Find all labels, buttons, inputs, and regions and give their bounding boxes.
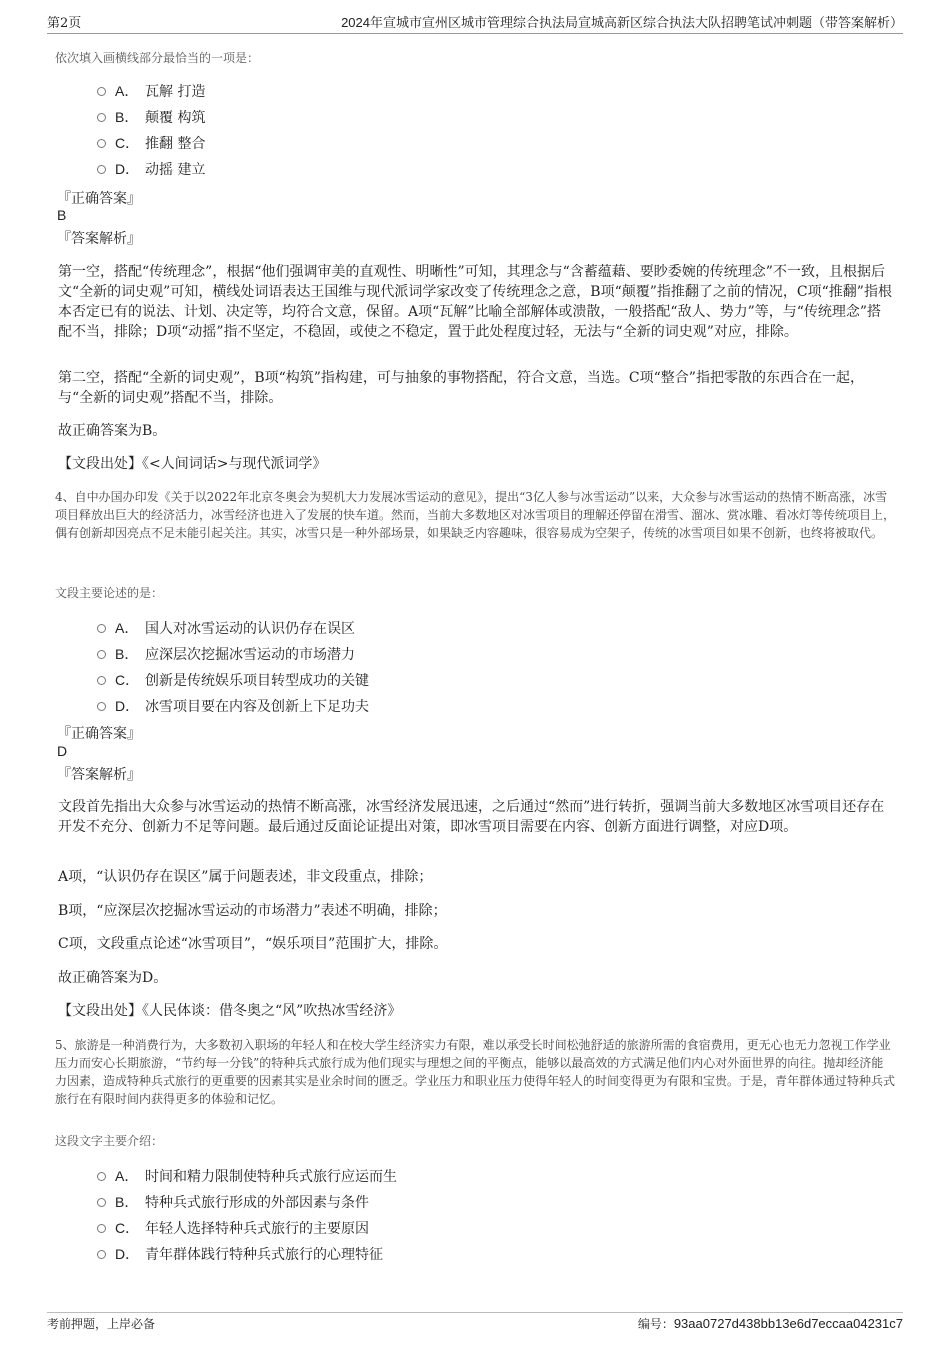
q3-source: 【文段出处】《<人间词话>与现代派词学》 bbox=[58, 456, 327, 472]
radio-icon[interactable] bbox=[97, 1172, 106, 1181]
q3-analysis-p1: 第一空，搭配“传统理念”，根据“他们强调审美的直观性、明晰性”可知，其理念与“含蓄蕴藉、要眇委婉的传统理念”不一致，且根据后文“全新的词史观”可知，横线处词语表达王国维与现代派词学家改变了传统理念之意，B项“颠覆”指推翻了之前的情况，C项“推翻”指根本否定已有的说法、计划、决定等，均符合文意，保留。A项“瓦解”比喻全部解体或溃散，一般搭配“敌人、势力”等，与“传统理念”搭配不当，排除；D项“动摇”指不坚定，不稳固，或使之不稳定，置于此处程度过轻，无法与“全新的词史观”对应，排除。 bbox=[58, 264, 892, 340]
q4-prompt: 文段主要论述的是： bbox=[55, 586, 164, 600]
radio-icon[interactable] bbox=[97, 1198, 106, 1207]
q3-prompt: 依次填入画横线部分最恰当的一项是： bbox=[55, 51, 260, 65]
q5-prompt: 这段文字主要介绍： bbox=[55, 1134, 164, 1148]
radio-icon[interactable] bbox=[97, 702, 106, 711]
q4-conclusion: 故正确答案为D。 bbox=[58, 970, 168, 986]
q4-option-d[interactable]: D． 冰雪项目要在内容及创新上下足功夫 bbox=[97, 693, 369, 719]
q4-option-c[interactable]: C． 创新是传统娱乐项目转型成功的关键 bbox=[97, 667, 369, 693]
footer-slogan: 考前押题，上岸必备 bbox=[47, 1317, 156, 1331]
q3-option-a[interactable]: A． 瓦解 打造 bbox=[97, 78, 205, 104]
radio-icon[interactable] bbox=[97, 624, 106, 633]
q3-option-c[interactable]: C． 推翻 整合 bbox=[97, 130, 205, 156]
q5-option-d[interactable]: D． 青年群体践行特种兵式旅行的心理特征 bbox=[97, 1241, 397, 1267]
q3-answer: B bbox=[57, 207, 67, 223]
radio-icon[interactable] bbox=[97, 676, 106, 685]
q3-answer-label: 『正确答案』 bbox=[57, 191, 141, 207]
page-footer bbox=[47, 1312, 903, 1332]
radio-icon[interactable] bbox=[97, 1224, 106, 1233]
q4-passage: 4、自中办国办印发《关于以2022年北京冬奥会为契机大力发展冰雪运动的意见》，提出“3亿人参与冰雪运动”以来，大众参与冰雪运动的热情不断高涨，冰雪项目释放出巨大的经济活力，冰雪经济也进入了发展的快车道。然而，当前大多数地区对冰雪项目的理解还停留在滑雪、溜冰、赏冰雕、看冰灯等传统项目上，偶有创新却因亮点不足未能引起关注。其实，冰雪只是一种外部场景，如果缺乏内容趣味，很容易成为空架子，传统的冰雪项目如果不创新，也终将被取代。 bbox=[55, 490, 896, 540]
q3-conclusion: 故正确答案为B。 bbox=[58, 423, 167, 439]
q5-option-c[interactable]: C． 年轻人选择特种兵式旅行的主要原因 bbox=[97, 1215, 397, 1241]
radio-icon[interactable] bbox=[97, 113, 106, 122]
q5-option-b[interactable]: B． 特种兵式旅行形成的外部因素与条件 bbox=[97, 1189, 397, 1215]
q4-analysis-p1: 文段首先指出大众参与冰雪运动的热情不断高涨，冰雪经济发展迅速，之后通过“然而”进行转折，强调当前大多数地区冰雪项目还存在开发不充分、创新力不足等问题。最后通过反面论证提出对策，即冰雪项目需要在内容、创新方面进行调整，对应D项。 bbox=[58, 799, 885, 835]
q4-analysis-c: C项，文段重点论述“冰雪项目”，“娱乐项目”范围扩大，排除。 bbox=[58, 936, 448, 952]
page-header bbox=[47, 12, 903, 34]
q4-options bbox=[97, 615, 369, 719]
q4-option-a[interactable]: A． 国人对冰雪运动的认识仍存在误区 bbox=[97, 615, 369, 641]
q5-option-a[interactable]: A． 时间和精力限制使特种兵式旅行应运而生 bbox=[97, 1163, 397, 1189]
page-number: 第2页 bbox=[47, 16, 82, 31]
document-code: 编号：93aa0727d438bb13e6d7eccaa04231c7 bbox=[637, 1316, 903, 1331]
radio-icon[interactable] bbox=[97, 1250, 106, 1259]
document-title: 2024年宣城市宣州区城市管理综合执法局宣城高新区综合执法大队招聘笔试冲刺题（带答案解析） bbox=[341, 15, 903, 30]
radio-icon[interactable] bbox=[97, 650, 106, 659]
q4-source: 【文段出处】《人民体谈：借冬奥之“风”吹热冰雪经济》 bbox=[58, 1003, 402, 1019]
q4-answer-label: 『正确答案』 bbox=[57, 726, 141, 742]
q3-analysis-label: 『答案解析』 bbox=[57, 231, 141, 247]
radio-icon[interactable] bbox=[97, 165, 106, 174]
radio-icon[interactable] bbox=[97, 139, 106, 148]
q3-option-d[interactable]: D． 动摇 建立 bbox=[97, 156, 205, 182]
q5-options bbox=[97, 1163, 397, 1267]
q3-analysis-p2: 第二空，搭配“全新的词史观”，B项“构筑”指构建，可与抽象的事物搭配，符合文意，当选。C项“整合”指把零散的东西合在一起，与“全新的词史观”搭配不当，排除。 bbox=[58, 370, 864, 406]
q5-passage: 5、旅游是一种消费行为，大多数初入职场的年轻人和在校大学生经济实力有限，难以承受长时间松弛舒适的旅游所需的食宿费用，更无心也无力忽视工作学业压力而安心长期旅游，“节约每一分钱”的特种兵式旅行成为他们现实与理想之间的平衡点，能够以最高效的方式满足他们内心对外面世界的向往。抛却经济能力因素，造成特种兵式旅行的更重要的因素其实是业余时间的匮乏。学业压力和职业压力使得年轻人的时间变得更为有限和宝贵。于是，青年群体通过特种兵式旅行在有限时间内获得更多的体验和记忆。 bbox=[55, 1038, 896, 1106]
q3-options bbox=[97, 78, 205, 182]
q4-option-b[interactable]: B． 应深层次挖掘冰雪运动的市场潜力 bbox=[97, 641, 369, 667]
radio-icon[interactable] bbox=[97, 87, 106, 96]
q4-analysis-label: 『答案解析』 bbox=[57, 767, 141, 783]
q4-answer: D bbox=[57, 743, 68, 759]
q3-option-b[interactable]: B． 颠覆 构筑 bbox=[97, 104, 205, 130]
q4-analysis-a: A项，“认识仍存在误区”属于问题表述，非文段重点，排除； bbox=[58, 869, 433, 885]
q4-analysis-b: B项，“应深层次挖掘冰雪运动的市场潜力”表述不明确，排除； bbox=[58, 903, 447, 919]
